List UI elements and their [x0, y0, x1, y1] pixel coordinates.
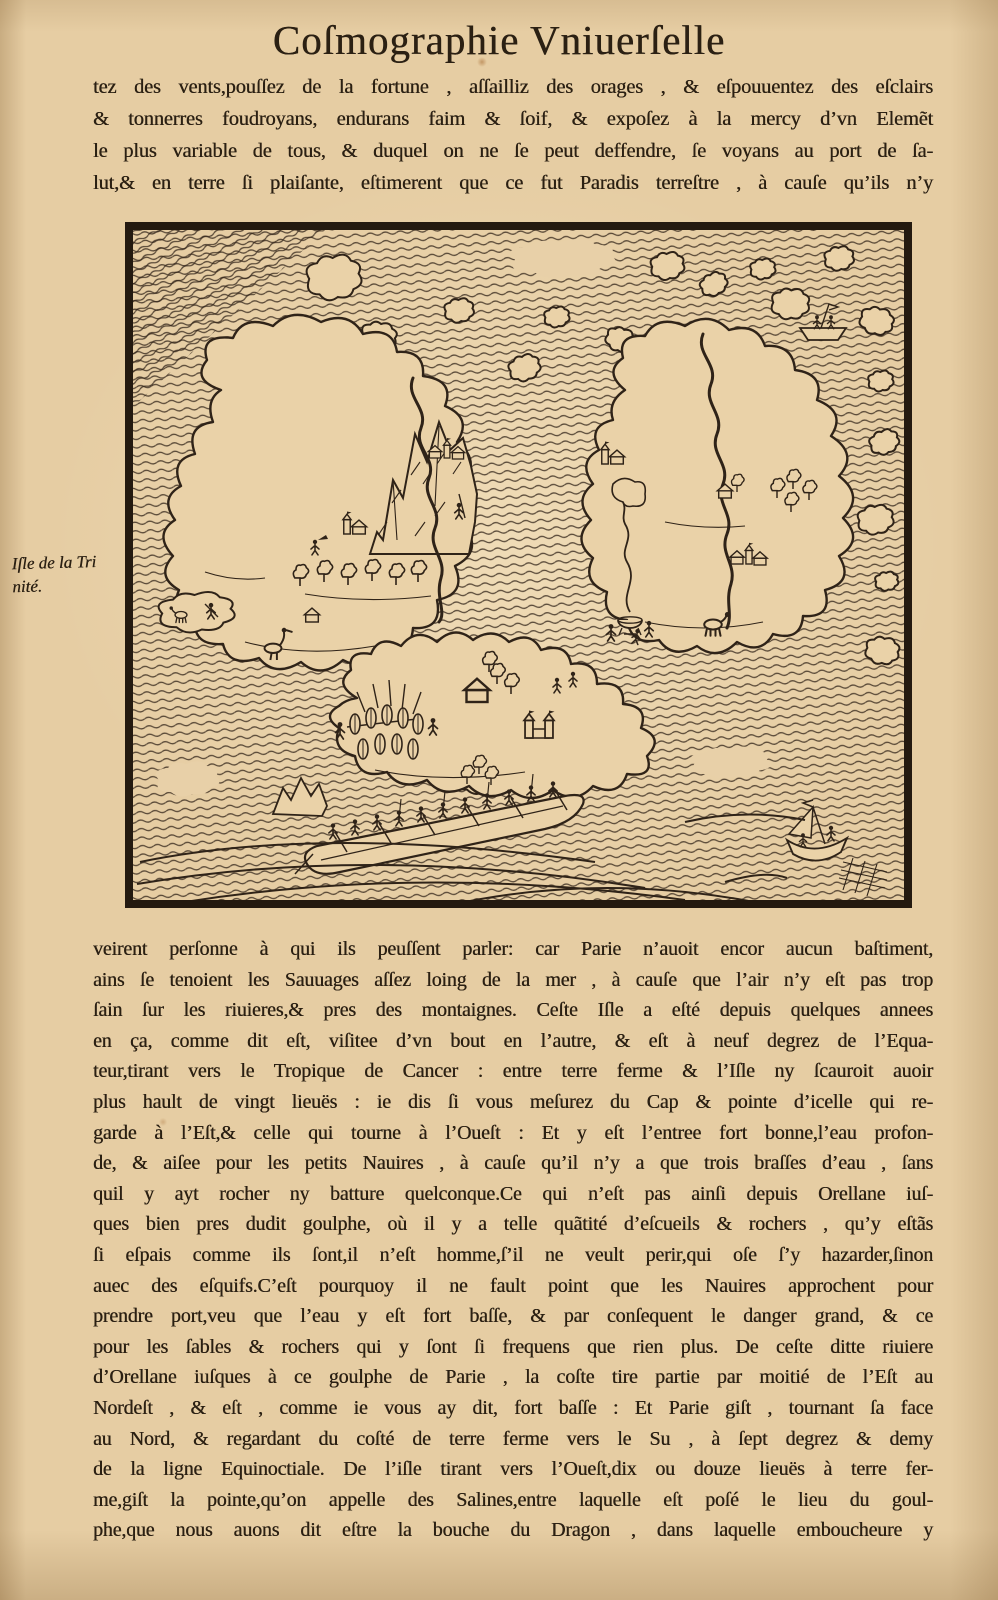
text-line: le plus variable de tous, & duquel on ne ſe peut deffendre, ſe voyans au port de ſa- [93, 140, 933, 162]
text-line: me,giſt la pointe,qu’on appelle des Salines,entre laquelle eſt poſé le lieu du goul- [93, 1488, 933, 1511]
margin-note-line: nité. [12, 576, 43, 597]
text-line: ains ſe tenoient les Sauuages aſſez loing de la mer , à cauſe que l’air n’y eſt pas trop [93, 968, 933, 991]
text-line: Nordeſt , & eſt , comme ie vous ay dit, fort baſſe : Et Parie giſt , tournant ſa face [93, 1396, 933, 1419]
text-line: ſi eſpais comme ils ſont,il n’eſt homme,ſ’il ne veult perir,qui oſe ſ’y hazarder,ſinon [93, 1243, 933, 1266]
text-line: lut,& en terre ſi plaiſante, eſtimerent que ce fut Paradis terreſtre , à cauſe qu’ils n’y [93, 172, 933, 194]
woodcut-map-illustration [125, 222, 912, 908]
text-line: auec des eſquifs.C’eſt pourquoy il ne fault point que les Nauires approchent pour [93, 1274, 933, 1297]
margin-note-line: Iſle de la Tri [11, 552, 97, 574]
text-line: ques bien pres dudit goulphe, où il y a telle quãtité d’eſcueils & rochers , qu’y eſtãs [93, 1213, 933, 1236]
text-line: plus hault de vingt lieuës : ie dis ſi vous meſurez du Cap & pointe d’icelle qui re- [93, 1090, 933, 1113]
text-line: ſain ſur les riuieres,& pres des montaignes. Ceſte Iſle a eſté depuis quelques annees [93, 999, 933, 1022]
text-line: quil y ayt rocher ny batture quelconque.Ce qui n’eſt pas ainſi depuis Orellane iuſ- [93, 1182, 933, 1205]
text-line: en ça, comme dit eſt, viſitee d’vn bout en l’autre, & eſt à neuf degrez de l’Equa- [93, 1029, 933, 1052]
text-line: veirent perſonne à qui ils peuſſent parler: car Parie n’auoit encor aucun baſtiment, [93, 938, 933, 960]
text-line: d’Orellane iuſques à ce goulphe de Parie , la coſte tire partie par moitié de l’Eſt au [93, 1366, 933, 1389]
text-line: garde à l’Eſt,& celle qui tourne à l’Oueſt : Et y eſt l’entree fort bonne,l’eau profon- [93, 1121, 933, 1144]
text-line: teur,tirant vers le Tropique de Cancer : entre terre ferme & l’Iſle ny ſcauroit auoir [93, 1060, 933, 1083]
text-line: pour les ſables & rochers qui y ſont ſi frequens que rien plus. De ceſte ditte riuiere [93, 1335, 933, 1358]
text-line: prendre port,veu que l’eau y eſt fort baſſe, & par conſequent le danger grand, & ce [93, 1305, 933, 1328]
text-line: de, & aiſee pour les petits Nauires , à cauſe qu’il n’y a que trois braſſes d’eau , ſans [93, 1152, 933, 1175]
text-line: au Nord, & regardant du coſté de terre ferme vers le Su , à ſept degrez & demy [93, 1427, 933, 1450]
text-line: de la ligne Equinoctiale. De l’iſle tirant vers l’Oueſt,dix ou douze lieuës à terre fer- [93, 1458, 933, 1481]
text-line: & tonnerres foudroyans, endurans faim & ſoif, & expoſez à la mercy d’vn Elemẽt [93, 108, 933, 130]
text-line: phe,que nous auons dit eſtre la bouche du Dragon , dans laquelle emboucheure y [93, 1519, 933, 1542]
intro-paragraph [93, 71, 933, 199]
page-title: Coſmographie Vniuerſelle [272, 17, 726, 63]
text-line: tez des vents,pouſſez de la fortune , aſſailliz des orages , & eſpouuentez des eſclairs [93, 76, 933, 98]
margin-note [11, 550, 107, 598]
body-paragraph [93, 934, 933, 1546]
